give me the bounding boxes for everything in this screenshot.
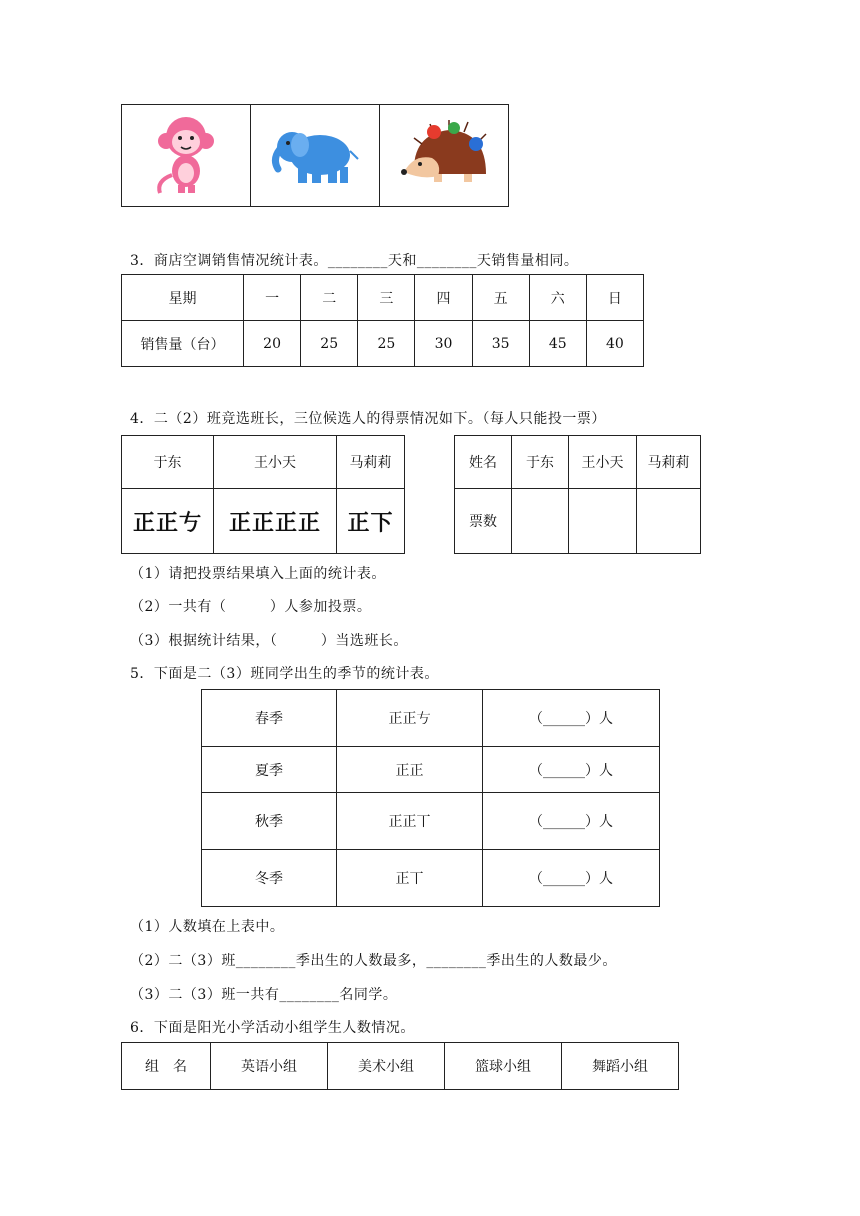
elephant-picture — [270, 119, 360, 189]
q4-prompt: 4．二（2）班竞选班长，三位候选人的得票情况如下。（每人只能投一票） — [130, 411, 606, 427]
q5-sub3: （3）二（3）班一共有________名同学。 — [130, 987, 398, 1003]
q4-tally-table — [121, 435, 405, 554]
q6-group: 英语小组 — [211, 1043, 328, 1090]
q3-day: 一 — [244, 275, 301, 321]
q6-group: 篮球小组 — [445, 1043, 562, 1090]
q5-season-table — [201, 689, 660, 907]
q4-result-name: 王小天 — [569, 436, 637, 489]
animal-cell-elephant — [251, 105, 380, 207]
q3-sales-value: 25 — [358, 321, 415, 367]
q4-result-name: 马莉莉 — [637, 436, 701, 489]
q3-sales-value: 20 — [244, 321, 301, 367]
q3-day: 四 — [415, 275, 472, 321]
q5-prompt: 5．下面是二（3）班同学出生的季节的统计表。 — [130, 666, 439, 682]
q5-sub1: （1）人数填在上表中。 — [130, 919, 285, 935]
q3-row-label: 销售量（台） — [122, 321, 244, 367]
q4-votes-label: 票数 — [455, 489, 512, 554]
q4-tally: 正正𠀁 — [122, 489, 214, 554]
hedgehog-picture — [394, 114, 494, 194]
q5-tally: 正正 — [337, 747, 483, 793]
q4-vote-answer-cell[interactable] — [637, 489, 701, 554]
q5-sub2: （2）二（3）班________季出生的人数最多，________季出生的人数最少。 — [130, 953, 617, 969]
q4-vote-answer-cell[interactable] — [512, 489, 569, 554]
q4-tally: 正下 — [337, 489, 405, 554]
q3-day: 六 — [529, 275, 586, 321]
q3-sales-value: 35 — [472, 321, 529, 367]
q5-count-blank[interactable]: （______）人 — [483, 850, 660, 907]
q4-sub1: （1）请把投票结果填入上面的统计表。 — [130, 566, 386, 582]
q4-tally: 正正正正 — [214, 489, 337, 554]
monkey-picture — [146, 109, 226, 199]
q3-sales-value: 25 — [301, 321, 358, 367]
q3-sales-value: 45 — [529, 321, 586, 367]
q4-result-table — [454, 435, 701, 554]
q4-sub2: （2）一共有（ ）人参加投票。 — [130, 599, 372, 615]
q5-season: 秋季 — [202, 793, 337, 850]
q5-season: 夏季 — [202, 747, 337, 793]
q6-prompt: 6．下面是阳光小学活动小组学生人数情况。 — [130, 1020, 415, 1036]
q5-count-blank[interactable]: （______）人 — [483, 793, 660, 850]
q6-group-table — [121, 1042, 679, 1090]
animal-picture-table — [121, 104, 509, 207]
q3-day: 日 — [586, 275, 643, 321]
q3-header-label: 星期 — [122, 275, 244, 321]
q4-candidate: 马莉莉 — [337, 436, 405, 489]
q3-sales-table — [121, 274, 644, 367]
q4-sub3: （3）根据统计结果，（ ）当选班长。 — [130, 633, 408, 649]
q4-name-label: 姓名 — [455, 436, 512, 489]
animal-cell-hedgehog — [380, 105, 509, 207]
q3-prompt: 3．商店空调销售情况统计表。________天和________天销售量相同。 — [130, 253, 579, 269]
q6-header-label: 组 名 — [122, 1043, 211, 1090]
q4-candidate: 王小天 — [214, 436, 337, 489]
q4-vote-answer-cell[interactable] — [569, 489, 637, 554]
q5-count-blank[interactable]: （______）人 — [483, 747, 660, 793]
q3-day: 三 — [358, 275, 415, 321]
q3-day: 五 — [472, 275, 529, 321]
q5-tally: 正正𠀁 — [337, 690, 483, 747]
q5-season: 冬季 — [202, 850, 337, 907]
q3-day: 二 — [301, 275, 358, 321]
q5-count-blank[interactable]: （______）人 — [483, 690, 660, 747]
q3-sales-value: 30 — [415, 321, 472, 367]
q4-result-name: 于东 — [512, 436, 569, 489]
animal-cell-monkey — [122, 105, 251, 207]
q6-group: 舞蹈小组 — [562, 1043, 679, 1090]
q6-group: 美术小组 — [328, 1043, 445, 1090]
q3-sales-value: 40 — [586, 321, 643, 367]
q5-tally: 正正丅 — [337, 793, 483, 850]
q5-season: 春季 — [202, 690, 337, 747]
q5-tally: 正丅 — [337, 850, 483, 907]
q4-candidate: 于东 — [122, 436, 214, 489]
